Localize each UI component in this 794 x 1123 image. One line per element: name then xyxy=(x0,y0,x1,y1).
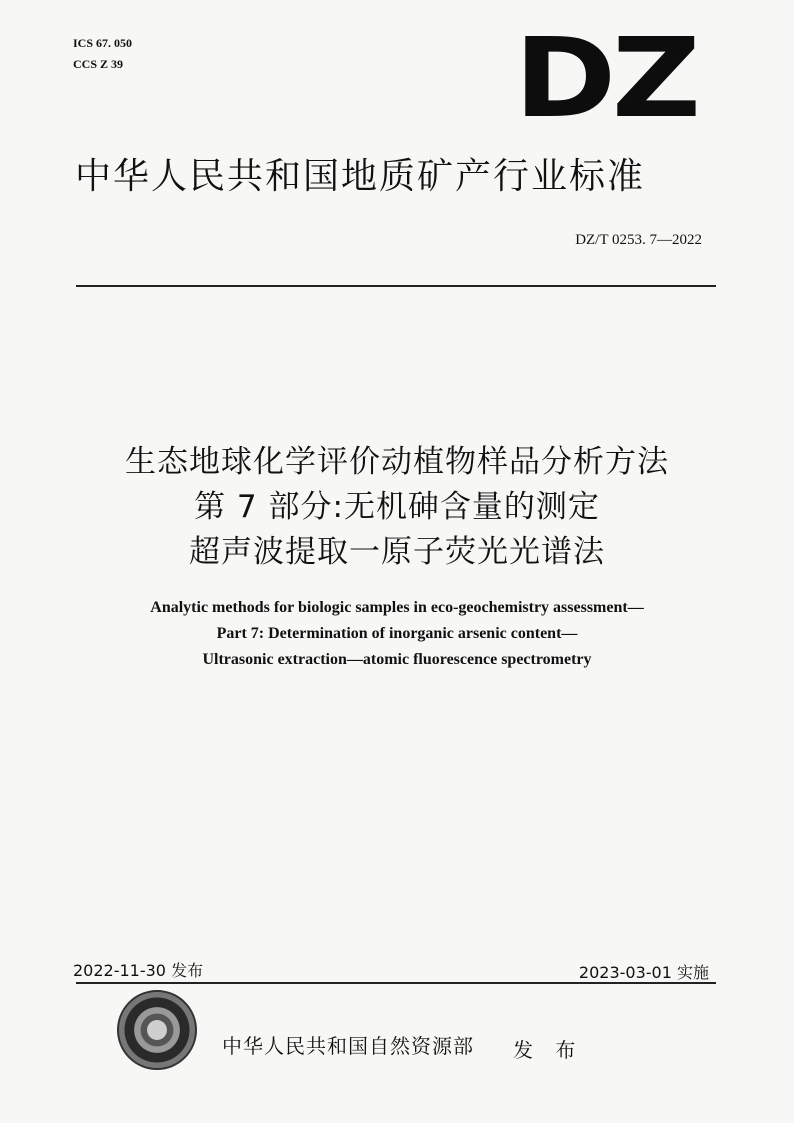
implementation-date: 2023-03-01 实施 xyxy=(578,963,709,982)
standard-number: DZ/T 0253. 7—2022 xyxy=(575,232,702,248)
publish-label: 发 布 xyxy=(513,1038,584,1062)
english-title xyxy=(0,595,794,673)
chinese-title-line-2: 第 7 部分:无机砷含量的测定 xyxy=(194,489,600,525)
chinese-title-line-3: 超声波提取一原子荧光光谱法 xyxy=(189,534,605,570)
publisher-name: 中华人民共和国自然资源部 xyxy=(222,1034,474,1058)
ics-code: ICS 67. 050 xyxy=(73,36,133,50)
english-title-line-1: Analytic methods for biologic samples in eco-geochemistry assessment— xyxy=(150,599,644,616)
ccs-code: CCS Z 39 xyxy=(73,57,124,71)
english-title-line-2: Part 7: Determination of inorganic arsenic content— xyxy=(216,625,578,642)
header-divider xyxy=(76,285,716,287)
classification-codes xyxy=(73,33,132,75)
chinese-title xyxy=(0,440,794,575)
english-title-line-3: Ultrasonic extraction—atomic fluorescence spectrometry xyxy=(202,651,592,668)
standard-category-title: 中华人民共和国地质矿产行业标准 xyxy=(75,156,646,197)
dz-logo: DZ xyxy=(514,14,697,142)
chinese-title-line-1: 生态地球化学评价动植物样品分析方法 xyxy=(125,444,669,480)
ministry-seal-emblem xyxy=(117,990,197,1070)
footer-divider xyxy=(76,982,716,984)
issue-date: 2022-11-30 发布 xyxy=(73,961,204,980)
